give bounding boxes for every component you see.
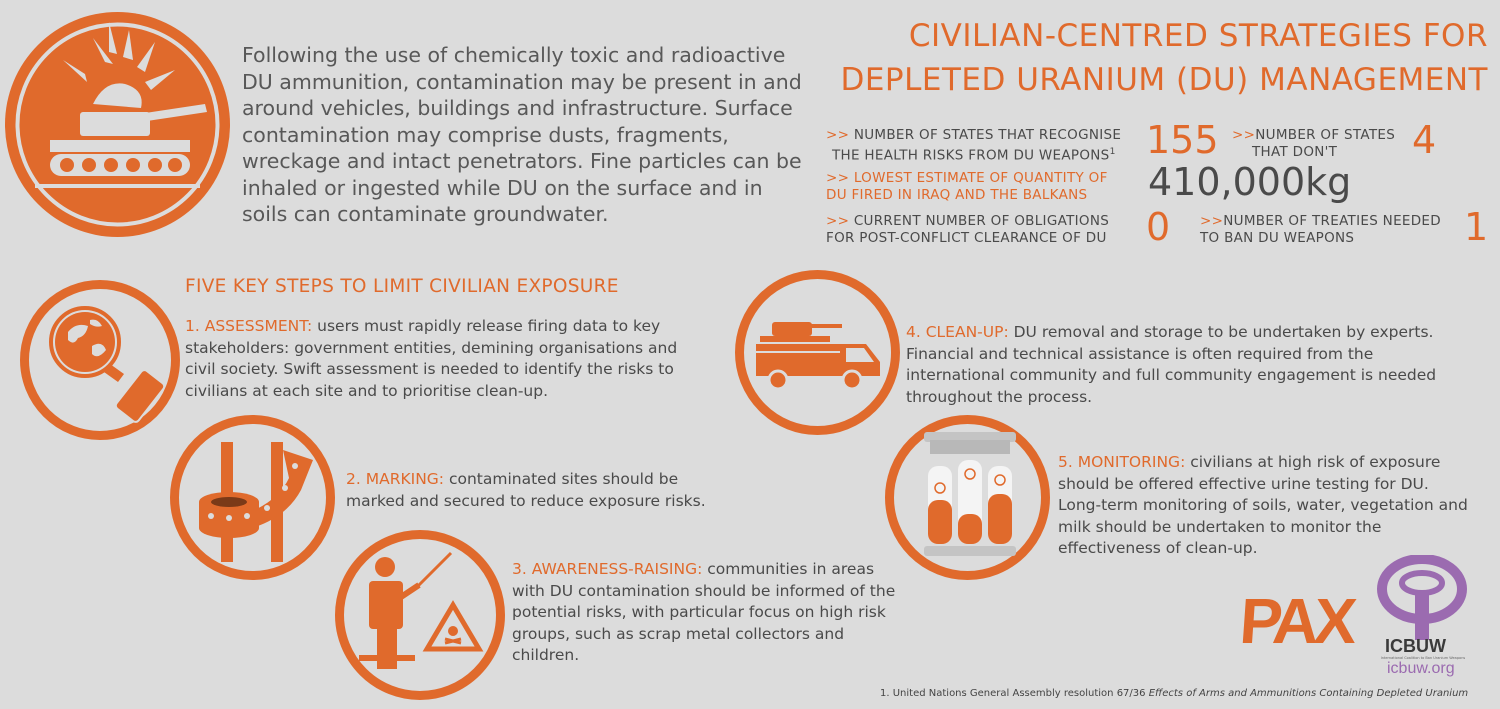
stat-obligations-label: >> CURRENT NUMBER OF OBLIGATIONS FOR POST-CONFLICT CLEARANCE OF DU <box>826 213 1110 246</box>
stat-recognise-label: >> NUMBER OF STATES THAT RECOGNISE THE HEALTH RISKS FROM DU WEAPONS$^1$ <box>826 127 1122 164</box>
stat-treaties-label: >>NUMBER OF TREATIES NEEDED TO BAN DU WEAPONS <box>1200 213 1441 246</box>
intro-paragraph: Following the use of chemically toxic and radioactive DU ammunition, contamination may be present in and around vehicles, buildings and infrastructure. Surface contamination may comprise dusts, fragments, wreckage and intact penetrators. Fine particles can be inhaled or ingested while DU on the surface and in soils can contaminate groundwater. <box>242 43 802 226</box>
step-clean-up: 4. CLEAN-UP: DU removal and storage to be undertaken by experts. Financial and technical assistance is often required from the international community and full community engagement is needed throughout the process. <box>906 323 1437 406</box>
icbuw-symbol-icon <box>1375 555 1470 644</box>
hazard-tape-icon <box>185 430 325 574</box>
footnote: 1. United Nations General Assembly resolution 67/36 Effects of Arms and Ammunitions Containing Depleted Uranium <box>880 688 1469 699</box>
icbuw-logo-text: ICBUW <box>1385 636 1446 656</box>
presenter-warning-icon <box>355 545 495 689</box>
step-monitoring: 5. MONITORING: civilians at high risk of exposure should be offered effective urine testing for DU. Long-term monitoring of soils, water, vegetation and milk should be undertaken to monitor the effectiveness of clean-up. <box>1058 453 1468 557</box>
page-title-line2: DEPLETED URANIUM (DU) MANAGEMENT <box>840 62 1488 98</box>
step-marking: 2. MARKING: contaminated sites should be marked and secured to reduce exposure risks. <box>346 470 706 510</box>
pax-logo: PAX <box>1237 585 1355 657</box>
magnifier-globe-icon <box>40 300 180 444</box>
page-title-line1: CIVILIAN-CENTRED STRATEGIES FOR <box>908 18 1488 54</box>
stat-dont-label: >>NUMBER OF STATES THAT DON'T <box>1232 127 1396 160</box>
page-title <box>828 14 1488 102</box>
step-awareness-raising: 3. AWARENESS-RAISING: communities in areas with DU contamination should be informed of the potential risks, with particular focus on high risk groups, such as scrap metal collectors and children. <box>512 560 896 664</box>
stat-lowest-label: >> LOWEST ESTIMATE OF QUANTITY OF DU FIRED IN IRAQ AND THE BALKANS <box>826 170 1108 203</box>
tank-explosion-icon <box>5 12 230 237</box>
test-tubes-icon <box>910 430 1030 564</box>
step-assessment: 1. ASSESSMENT: users must rapidly release firing data to key stakeholders: government entities, demining organisations and civil society. Swift assessment is needed to identify the risks to civilians at each site and to prioritise clean-up. <box>185 317 678 400</box>
stat-obligations-value: 0 <box>1146 205 1171 249</box>
stat-recognise-value: 155 <box>1146 118 1219 162</box>
icbuw-url[interactable]: icbuw.org <box>1387 660 1455 677</box>
steps-title: FIVE KEY STEPS TO LIMIT CIVILIAN EXPOSURE <box>185 276 619 297</box>
stat-lowest-value: 410,000kg <box>1148 160 1352 204</box>
stat-dont-value: 4 <box>1412 118 1437 162</box>
truck-tank-icon <box>748 300 888 404</box>
stat-treaties-value: 1 <box>1464 205 1489 249</box>
arrow-icon: >> <box>826 127 850 143</box>
icbuw-subtitle: International Coalition to Ban Uranium Weapons <box>1380 656 1466 660</box>
